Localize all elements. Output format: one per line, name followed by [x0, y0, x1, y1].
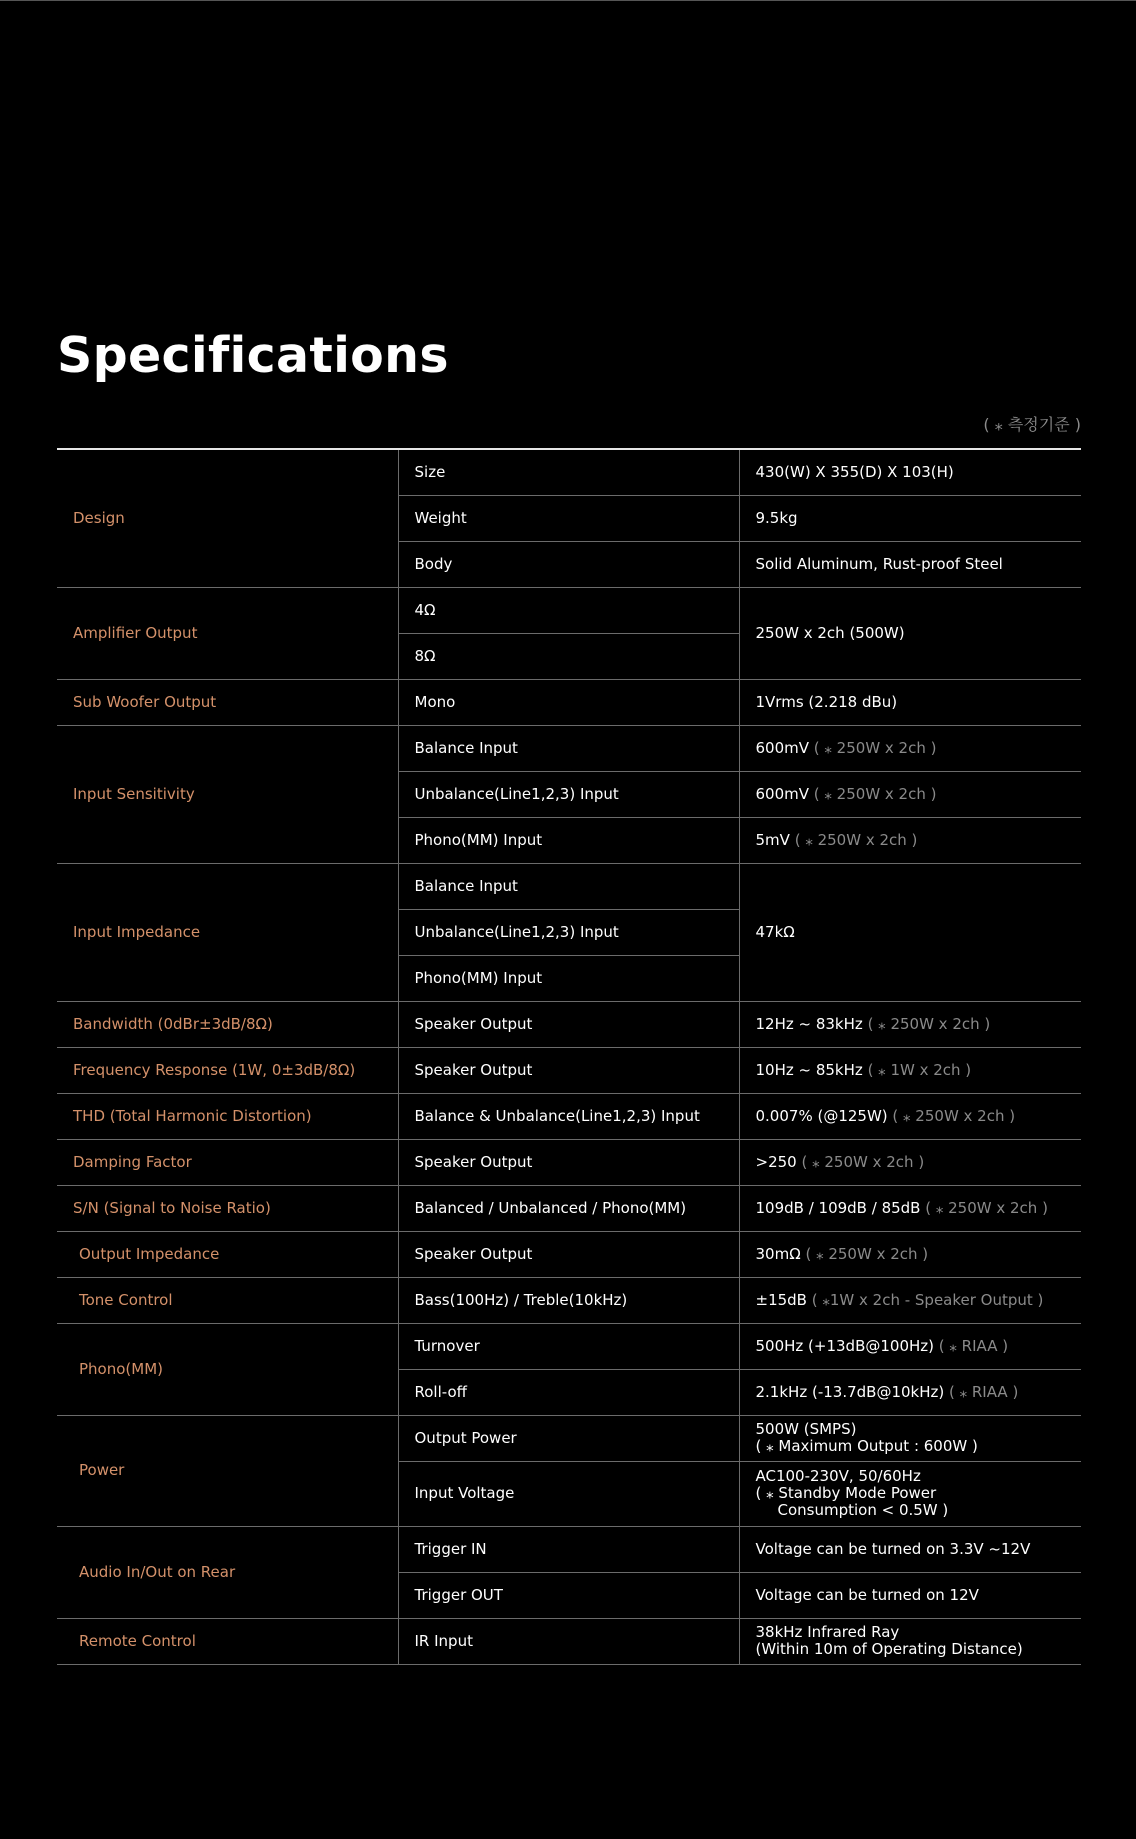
spec-item: Input Voltage	[398, 1461, 739, 1526]
value-note: ( ⁎ 250W x 2ch )	[925, 1198, 1048, 1217]
spec-item: Phono(MM) Input	[398, 817, 739, 863]
value-line: Consumption < 0.5W )	[777, 1501, 949, 1519]
category-design: Design	[57, 449, 398, 587]
value-line: 38kHz Infrared Ray	[755, 1623, 900, 1641]
value-note: ( ⁎ RIAA )	[938, 1336, 1009, 1355]
spec-item: Turnover	[398, 1323, 739, 1369]
spec-item: Balance & Unbalance(Line1,2,3) Input	[398, 1093, 739, 1139]
category-power: Power	[57, 1415, 398, 1526]
category-input-sensitivity: Input Sensitivity	[57, 725, 398, 863]
spec-item: Phono(MM) Input	[398, 955, 739, 1001]
value-note: ( ⁎ 1W x 2ch )	[867, 1060, 972, 1079]
table-row	[57, 1618, 1081, 1664]
value-text: 600mV	[755, 738, 810, 757]
value-text: 12Hz ~ 83kHz	[755, 1014, 863, 1033]
category-frequency-response: Frequency Response (1W, 0±3dB/8Ω)	[57, 1047, 398, 1093]
value-line: AC100-230V, 50/60Hz	[755, 1467, 921, 1485]
spec-item: Trigger OUT	[398, 1572, 739, 1618]
value-text: 5mV	[755, 830, 790, 849]
value-line: 500W (SMPS)	[755, 1420, 857, 1438]
spec-value: 1Vrms (2.218 dBu)	[739, 679, 1081, 725]
spec-value	[739, 1001, 1081, 1047]
value-note: ( ⁎ 250W x 2ch )	[801, 1152, 925, 1171]
spec-value	[739, 1231, 1081, 1277]
category-thd: THD (Total Harmonic Distortion)	[57, 1093, 398, 1139]
category-damping-factor: Damping Factor	[57, 1139, 398, 1185]
spec-item: Balance Input	[398, 725, 739, 771]
measurement-note: ( ⁎ 측정기준 )	[983, 415, 1081, 434]
spec-item: Speaker Output	[398, 1047, 739, 1093]
table-row	[57, 1231, 1081, 1277]
table-row	[57, 1139, 1081, 1185]
spec-item: Size	[398, 449, 739, 495]
spec-value	[739, 1369, 1081, 1415]
category-remote-control: Remote Control	[57, 1618, 398, 1664]
value-text: ±15dB	[755, 1290, 807, 1309]
spec-value	[739, 1093, 1081, 1139]
top-divider	[0, 0, 1136, 1]
value-note: ( ⁎ 250W x 2ch )	[794, 830, 918, 849]
category-phono: Phono(MM)	[57, 1323, 398, 1415]
spec-item: 4Ω	[398, 587, 739, 633]
spec-value	[739, 1323, 1081, 1369]
spec-value	[739, 1415, 1081, 1461]
value-text: 10Hz ~ 85kHz	[755, 1060, 863, 1079]
value-text: >250	[755, 1152, 797, 1171]
category-bandwidth: Bandwidth (0dBr±3dB/8Ω)	[57, 1001, 398, 1047]
value-note: ( ⁎ 250W x 2ch )	[892, 1106, 1016, 1125]
spec-value	[739, 1139, 1081, 1185]
value-text: 2.1kHz (-13.7dB@10kHz)	[755, 1382, 945, 1401]
spec-item: Balanced / Unbalanced / Phono(MM)	[398, 1185, 739, 1231]
category-tone-control: Tone Control	[57, 1277, 398, 1323]
spec-item: Speaker Output	[398, 1231, 739, 1277]
spec-value	[739, 1047, 1081, 1093]
spec-table	[57, 448, 1081, 1665]
table-row	[57, 1277, 1081, 1323]
table-row	[57, 1415, 1081, 1461]
spec-value: Voltage can be turned on 12V	[739, 1572, 1081, 1618]
spec-item: Unbalance(Line1,2,3) Input	[398, 909, 739, 955]
table-row	[57, 587, 1081, 633]
value-text: 109dB / 109dB / 85dB	[755, 1198, 921, 1217]
table-row	[57, 1323, 1081, 1369]
spec-value: Solid Aluminum, Rust-proof Steel	[739, 541, 1081, 587]
spec-item: 8Ω	[398, 633, 739, 679]
spec-value	[739, 817, 1081, 863]
spec-item: Speaker Output	[398, 1001, 739, 1047]
spec-value	[739, 771, 1081, 817]
spec-item: Speaker Output	[398, 1139, 739, 1185]
table-row	[57, 1047, 1081, 1093]
category-output-impedance: Output Impedance	[57, 1231, 398, 1277]
spec-value: 430(W) X 355(D) X 103(H)	[739, 449, 1081, 495]
spec-value: 47kΩ	[739, 863, 1081, 1001]
value-text: 600mV	[755, 784, 810, 803]
table-row	[57, 449, 1081, 495]
spec-item: Bass(100Hz) / Treble(10kHz)	[398, 1277, 739, 1323]
spec-value: 250W x 2ch (500W)	[739, 587, 1081, 679]
spec-item: Weight	[398, 495, 739, 541]
value-line: ( ⁎ Standby Mode Power	[755, 1484, 937, 1502]
value-note: ( ⁎ 250W x 2ch )	[867, 1014, 991, 1033]
table-row	[57, 725, 1081, 771]
spec-value: Voltage can be turned on 3.3V ~12V	[739, 1526, 1081, 1572]
spec-value	[739, 1277, 1081, 1323]
table-row	[57, 1001, 1081, 1047]
spec-value	[739, 1618, 1081, 1664]
value-note: ( ⁎ 250W x 2ch )	[813, 738, 937, 757]
value-text: 0.007% (@125W)	[755, 1106, 888, 1125]
value-note: ( ⁎ 250W x 2ch )	[805, 1244, 929, 1263]
spec-value	[739, 1461, 1081, 1526]
spec-item: Output Power	[398, 1415, 739, 1461]
table-row	[57, 1185, 1081, 1231]
table-row	[57, 1093, 1081, 1139]
spec-item: Roll-off	[398, 1369, 739, 1415]
value-text: 30mΩ	[755, 1244, 801, 1263]
value-line: ( ⁎ Maximum Output : 600W )	[755, 1437, 978, 1455]
table-row	[57, 863, 1081, 909]
category-sub-woofer-output: Sub Woofer Output	[57, 679, 398, 725]
category-amplifier-output: Amplifier Output	[57, 587, 398, 679]
category-signal-to-noise: S/N (Signal to Noise Ratio)	[57, 1185, 398, 1231]
table-row	[57, 679, 1081, 725]
value-line: (Within 10m of Operating Distance)	[755, 1640, 1023, 1658]
value-note: ( ⁎ RIAA )	[949, 1382, 1019, 1401]
value-note: ( ⁎ 250W x 2ch )	[813, 784, 937, 803]
table-row	[57, 1526, 1081, 1572]
spec-item: Mono	[398, 679, 739, 725]
spec-value: 9.5kg	[739, 495, 1081, 541]
value-note: ( ⁎1W x 2ch - Speaker Output )	[811, 1290, 1044, 1309]
category-audio-in-out: Audio In/Out on Rear	[57, 1526, 398, 1618]
spec-item: Balance Input	[398, 863, 739, 909]
spec-item: IR Input	[398, 1618, 739, 1664]
page-title: Specifications	[57, 327, 449, 384]
spec-value	[739, 1185, 1081, 1231]
spec-item: Unbalance(Line1,2,3) Input	[398, 771, 739, 817]
spec-value	[739, 725, 1081, 771]
category-input-impedance: Input Impedance	[57, 863, 398, 1001]
value-text: 500Hz (+13dB@100Hz)	[755, 1336, 935, 1355]
spec-item: Trigger IN	[398, 1526, 739, 1572]
spec-item: Body	[398, 541, 739, 587]
